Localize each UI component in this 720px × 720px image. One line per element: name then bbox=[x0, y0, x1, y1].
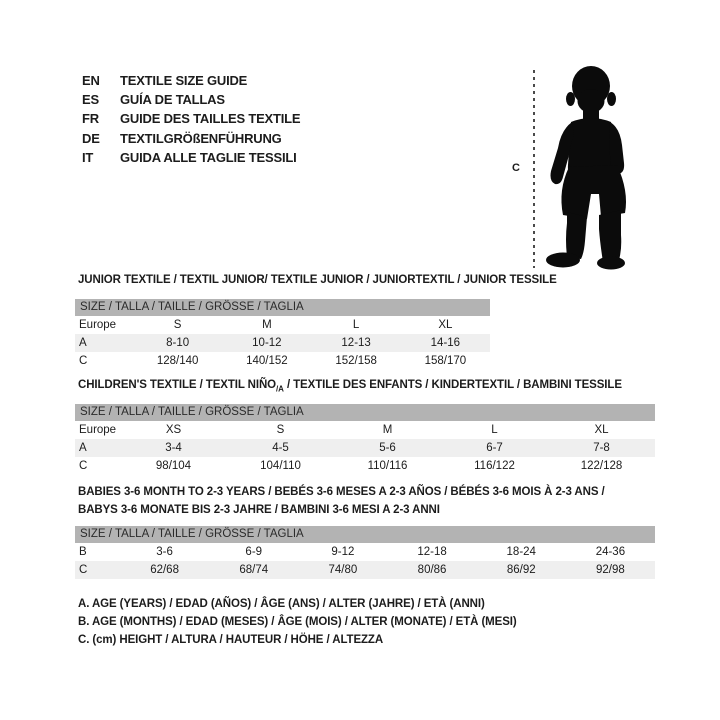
language-row-es bbox=[82, 90, 300, 109]
table-cell: 14-16 bbox=[430, 337, 461, 349]
table-row bbox=[75, 334, 490, 352]
table-cell: 92/98 bbox=[596, 564, 625, 576]
table-cell: 8-10 bbox=[166, 337, 190, 349]
table-cell: L bbox=[352, 319, 360, 331]
language-label: GUIDA ALLE TAGLIE TESSILI bbox=[120, 149, 297, 165]
row-label: C bbox=[79, 564, 88, 576]
language-row-en bbox=[82, 71, 300, 90]
table-cell: XS bbox=[165, 424, 182, 436]
table-row bbox=[75, 457, 655, 475]
table-cell: 12-13 bbox=[341, 337, 371, 349]
table-row bbox=[75, 439, 655, 457]
size-header-bar: SIZE / TALLA / TAILLE / GRÖSSE / TAGLIA bbox=[75, 299, 490, 316]
table-cell: S bbox=[173, 319, 182, 331]
table-row bbox=[75, 543, 655, 561]
table-cell: 158/170 bbox=[424, 355, 467, 367]
children-table-title bbox=[78, 379, 622, 393]
table-cell: 6-9 bbox=[245, 546, 263, 558]
row-label: Europe bbox=[79, 424, 117, 436]
table-cell: 128/140 bbox=[156, 355, 199, 367]
table-cell: XL bbox=[438, 319, 453, 331]
table-row bbox=[75, 561, 655, 579]
table-cell: 4-5 bbox=[272, 442, 289, 454]
table-cell: 6-7 bbox=[486, 442, 503, 454]
table-cell: 80/86 bbox=[417, 564, 447, 576]
table-cell: M bbox=[382, 424, 393, 436]
table-cell: 3-4 bbox=[165, 442, 182, 454]
table-row bbox=[75, 421, 655, 439]
row-label: C bbox=[79, 355, 88, 367]
language-label: TEXTILGRÖßENFÜHRUNG bbox=[120, 130, 282, 146]
table-cell: 10-12 bbox=[252, 337, 282, 349]
babies-title-line1: BABIES 3-6 MONTH TO 2-3 YEARS / BEBÉS 3-6 MESES A 2-3 AÑOS / BÉBÉS 3-6 MOIS À 2-3 ANS / bbox=[78, 486, 605, 498]
language-label: TEXTILE SIZE GUIDE bbox=[120, 73, 248, 88]
babies-size-table bbox=[75, 526, 655, 579]
row-label: A bbox=[79, 337, 87, 349]
table-cell: 5-6 bbox=[379, 442, 396, 454]
table-row bbox=[75, 352, 490, 370]
junior-table-title: JUNIOR TEXTILE / TEXTIL JUNIOR/ TEXTILE JUNIOR / JUNIORTEXTIL / JUNIOR TESSILE bbox=[78, 274, 557, 286]
table-cell: 18-24 bbox=[506, 546, 536, 558]
table-cell: 3-6 bbox=[156, 546, 173, 558]
table-cell: 68/74 bbox=[239, 564, 269, 576]
footnote-c: C. (cm) HEIGHT / ALTURA / HAUTEUR / HÖHE / ALTEZZA bbox=[78, 634, 384, 646]
language-code: FR bbox=[82, 111, 99, 127]
height-marker-dashed-line bbox=[533, 70, 535, 268]
row-label: B bbox=[79, 546, 87, 558]
language-row-de bbox=[82, 129, 300, 148]
language-label: GUÍA DE TALLAS bbox=[120, 92, 225, 108]
footnote-b: B. AGE (MONTHS) / EDAD (MESES) / ÂGE (MOIS) / ALTER (MONATE) / ETÀ (MESI) bbox=[78, 616, 517, 628]
table-cell: 110/116 bbox=[367, 460, 408, 472]
footnotes bbox=[78, 595, 517, 649]
table-cell: 12-18 bbox=[417, 546, 447, 558]
table-cell: 24-36 bbox=[595, 546, 626, 558]
table-cell: XL bbox=[594, 424, 609, 436]
row-label: A bbox=[79, 442, 87, 454]
language-label: GUIDE DES TAILLES TEXTILE bbox=[120, 111, 301, 127]
table-cell: M bbox=[262, 319, 272, 331]
table-cell: 98/104 bbox=[155, 460, 192, 472]
table-cell: L bbox=[491, 424, 498, 436]
babies-table-title bbox=[78, 483, 605, 519]
table-cell: 140/152 bbox=[246, 355, 288, 367]
table-cell: 116/122 bbox=[474, 460, 515, 472]
toddler-silhouette-icon bbox=[541, 63, 651, 270]
table-cell: S bbox=[276, 424, 285, 436]
size-header-bar: SIZE / TALLA / TAILLE / GRÖSSE / TAGLIA bbox=[75, 526, 655, 543]
row-label: Europe bbox=[79, 319, 117, 331]
table-cell: 152/158 bbox=[335, 355, 377, 367]
language-code: DE bbox=[82, 130, 100, 146]
height-marker-label: C bbox=[512, 162, 520, 174]
children-size-table bbox=[75, 404, 655, 475]
children-title-text: / TEXTILE DES ENFANTS / KINDERTEXTIL / BAMBINI TESSILE bbox=[283, 379, 622, 391]
table-cell: 122/128 bbox=[580, 460, 623, 472]
language-code: ES bbox=[82, 92, 99, 108]
table-row bbox=[75, 316, 490, 334]
language-list bbox=[82, 71, 300, 167]
junior-size-table bbox=[75, 299, 490, 370]
table-cell: 74/80 bbox=[328, 564, 358, 576]
size-header-bar: SIZE / TALLA / TAILLE / GRÖSSE / TAGLIA bbox=[75, 404, 655, 421]
table-cell: 9-12 bbox=[331, 546, 355, 558]
table-cell: 104/110 bbox=[260, 460, 301, 472]
babies-title-line2: BABYS 3-6 MONATE BIS 2-3 JAHRE / BAMBINI 3-6 MESI A 2-3 ANNI bbox=[78, 504, 440, 516]
language-row-it bbox=[82, 148, 300, 167]
language-code: EN bbox=[82, 73, 100, 88]
row-label: C bbox=[79, 460, 88, 472]
table-cell: 86/92 bbox=[506, 564, 536, 576]
footnote-a: A. AGE (YEARS) / EDAD (AÑOS) / ÂGE (ANS) / ALTER (JAHRE) / ETÀ (ANNI) bbox=[78, 598, 485, 610]
table-cell: 7-8 bbox=[593, 442, 610, 454]
language-code: IT bbox=[82, 149, 94, 165]
children-title-subscript: /A bbox=[276, 384, 284, 394]
children-title-text: CHILDREN'S TEXTILE / TEXTIL NIÑO bbox=[78, 379, 277, 391]
language-row-fr bbox=[82, 109, 300, 128]
table-cell: 62/68 bbox=[150, 564, 179, 576]
